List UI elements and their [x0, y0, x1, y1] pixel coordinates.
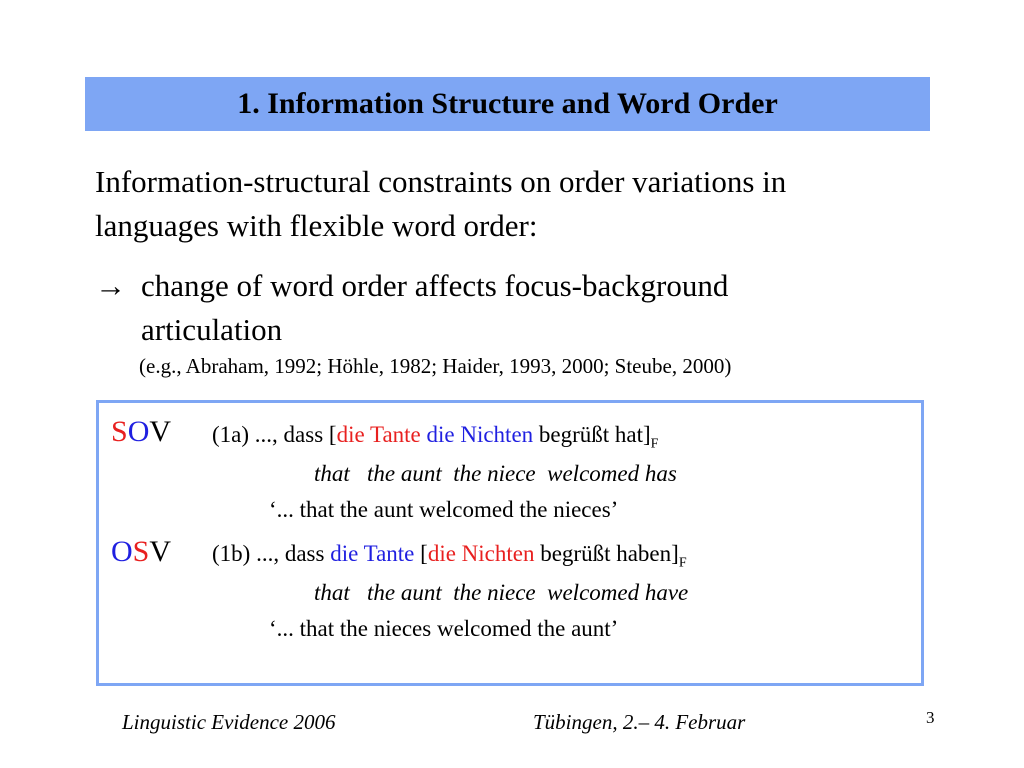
tag-letter: V	[149, 415, 172, 448]
references: (e.g., Abraham, 1992; Höhle, 1982; Haider, 1993, 2000; Steube, 2000)	[139, 354, 732, 378]
order-tag-1b	[111, 535, 171, 568]
object-np: die Tante	[330, 541, 415, 566]
sentence-part: [	[414, 541, 428, 566]
focus-subscript: F	[678, 555, 687, 571]
focus-subscript: F	[650, 436, 659, 452]
tag-letter: V	[149, 535, 172, 568]
example-1b-translation: ‘... that the nieces welcomed the aunt’	[269, 616, 619, 641]
subject-np: die Nichten	[427, 541, 535, 566]
intro-line-2: languages with flexible word order:	[95, 208, 538, 243]
consequence-line-1: change of word order affects focus-background	[141, 268, 729, 303]
title-bar	[85, 77, 930, 131]
intro-text	[95, 160, 975, 248]
tag-letter: S	[132, 535, 150, 568]
object-np: die Nichten	[426, 422, 534, 447]
footer-center: Tübingen, 2.– 4. Februar	[533, 710, 746, 734]
example-1b-sentence	[212, 541, 687, 572]
example-1a-gloss: that the aunt the niece welcomed has	[314, 461, 677, 486]
tag-letter: O	[127, 415, 150, 448]
tag-letter: O	[111, 535, 133, 568]
sentence-part: begrüßt hat]	[533, 422, 651, 447]
intro-line-1: Information-structural constraints on order variations in	[95, 164, 787, 199]
tag-letter: S	[111, 415, 128, 448]
example-1a	[111, 417, 171, 447]
sentence-part: ..., dass	[256, 541, 331, 566]
consequence-line-2: articulation	[141, 312, 283, 347]
example-1a-translation: ‘... that the aunt welcomed the nieces’	[269, 497, 619, 522]
example-1b	[111, 537, 171, 567]
subject-np: die Tante	[336, 422, 421, 447]
order-tag-1a	[111, 415, 171, 448]
sentence-part: begrüßt haben]	[534, 541, 679, 566]
slide-title: 1. Information Structure and Word Order	[237, 87, 778, 120]
page-number: 3	[926, 708, 935, 727]
example-1b-gloss: that the aunt the niece welcomed have	[314, 580, 689, 605]
consequence-point	[95, 264, 975, 352]
example-label: (1b)	[212, 541, 251, 566]
example-box	[96, 400, 924, 686]
example-1a-sentence	[212, 422, 658, 453]
footer-left: Linguistic Evidence 2006	[122, 710, 336, 734]
example-label: (1a)	[212, 422, 250, 447]
sentence-part: ..., dass [	[254, 422, 337, 447]
right-arrow-icon: →	[95, 268, 126, 303]
